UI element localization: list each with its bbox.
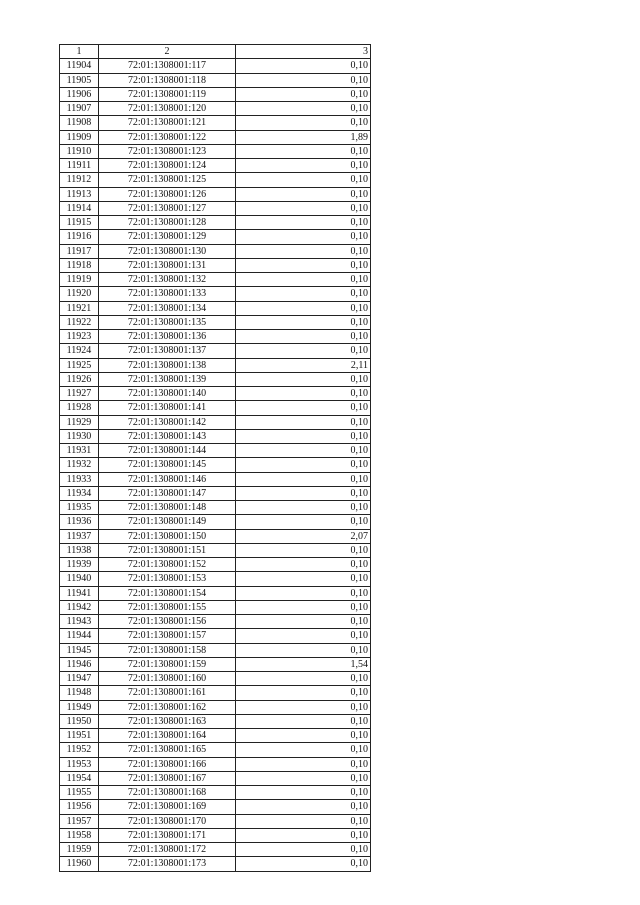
table-row — [60, 786, 371, 800]
table-body — [60, 59, 371, 871]
area-value: 0,10 — [236, 843, 371, 857]
row-number: 11926 — [60, 372, 99, 386]
row-number: 11923 — [60, 330, 99, 344]
table-row — [60, 771, 371, 785]
table-row — [60, 159, 371, 173]
table-row — [60, 130, 371, 144]
row-number: 11957 — [60, 814, 99, 828]
cadastral-number: 72:01:1308001:138 — [99, 358, 236, 372]
area-value: 0,10 — [236, 743, 371, 757]
cadastral-number: 72:01:1308001:163 — [99, 714, 236, 728]
table-row — [60, 73, 371, 87]
cadastral-number: 72:01:1308001:161 — [99, 686, 236, 700]
row-number: 11944 — [60, 629, 99, 643]
row-number: 11934 — [60, 486, 99, 500]
area-value: 0,10 — [236, 586, 371, 600]
cadastral-number: 72:01:1308001:129 — [99, 230, 236, 244]
cadastral-number: 72:01:1308001:169 — [99, 800, 236, 814]
table-row — [60, 401, 371, 415]
area-value: 0,10 — [236, 287, 371, 301]
table-row — [60, 244, 371, 258]
table-row — [60, 330, 371, 344]
table-row — [60, 643, 371, 657]
cadastral-number: 72:01:1308001:165 — [99, 743, 236, 757]
row-number: 11933 — [60, 472, 99, 486]
area-value: 0,10 — [236, 315, 371, 329]
area-value: 0,10 — [236, 344, 371, 358]
cadastral-number: 72:01:1308001:132 — [99, 273, 236, 287]
area-value: 0,10 — [236, 415, 371, 429]
row-number: 11949 — [60, 700, 99, 714]
area-value: 0,10 — [236, 87, 371, 101]
row-number: 11913 — [60, 187, 99, 201]
cadastral-number: 72:01:1308001:145 — [99, 458, 236, 472]
cadastral-number: 72:01:1308001:154 — [99, 586, 236, 600]
row-number: 11953 — [60, 757, 99, 771]
cadastral-number: 72:01:1308001:133 — [99, 287, 236, 301]
area-value: 0,10 — [236, 173, 371, 187]
cadastral-number: 72:01:1308001:126 — [99, 187, 236, 201]
table-row — [60, 700, 371, 714]
table-row — [60, 144, 371, 158]
row-number: 11941 — [60, 586, 99, 600]
area-value: 2,11 — [236, 358, 371, 372]
area-value: 0,10 — [236, 244, 371, 258]
cadastral-number: 72:01:1308001:130 — [99, 244, 236, 258]
table-row — [60, 486, 371, 500]
area-value: 0,10 — [236, 572, 371, 586]
area-value: 0,10 — [236, 159, 371, 173]
table-row — [60, 116, 371, 130]
row-number: 11908 — [60, 116, 99, 130]
row-number: 11920 — [60, 287, 99, 301]
cadastral-number: 72:01:1308001:171 — [99, 828, 236, 842]
area-value: 1,54 — [236, 657, 371, 671]
table-row — [60, 258, 371, 272]
table-row — [60, 857, 371, 871]
cadastral-number: 72:01:1308001:150 — [99, 529, 236, 543]
row-number: 11911 — [60, 159, 99, 173]
cadastral-number: 72:01:1308001:167 — [99, 771, 236, 785]
table-row — [60, 102, 371, 116]
table-row — [60, 757, 371, 771]
area-value: 0,10 — [236, 615, 371, 629]
row-number: 11904 — [60, 59, 99, 73]
table-row — [60, 301, 371, 315]
table-row — [60, 714, 371, 728]
table-row — [60, 729, 371, 743]
row-number: 11946 — [60, 657, 99, 671]
table-row — [60, 187, 371, 201]
cadastral-number: 72:01:1308001:146 — [99, 472, 236, 486]
cadastral-number: 72:01:1308001:151 — [99, 543, 236, 557]
table-row — [60, 615, 371, 629]
area-value: 0,10 — [236, 814, 371, 828]
cadastral-number: 72:01:1308001:124 — [99, 159, 236, 173]
cadastral-number: 72:01:1308001:119 — [99, 87, 236, 101]
row-number: 11915 — [60, 216, 99, 230]
table-row — [60, 429, 371, 443]
row-number: 11930 — [60, 429, 99, 443]
cadastral-table — [59, 44, 371, 872]
row-number: 11916 — [60, 230, 99, 244]
cadastral-number: 72:01:1308001:134 — [99, 301, 236, 315]
table-row — [60, 558, 371, 572]
cadastral-number: 72:01:1308001:173 — [99, 857, 236, 871]
area-value: 0,10 — [236, 116, 371, 130]
row-number: 11940 — [60, 572, 99, 586]
table-row — [60, 672, 371, 686]
area-value: 0,10 — [236, 144, 371, 158]
cadastral-number: 72:01:1308001:123 — [99, 144, 236, 158]
table-row — [60, 173, 371, 187]
area-value: 0,10 — [236, 771, 371, 785]
area-value: 0,10 — [236, 330, 371, 344]
row-number: 11905 — [60, 73, 99, 87]
column-header-2: 2 — [99, 45, 236, 59]
area-value: 0,10 — [236, 472, 371, 486]
row-number: 11910 — [60, 144, 99, 158]
area-value: 0,10 — [236, 273, 371, 287]
row-number: 11928 — [60, 401, 99, 415]
cadastral-number: 72:01:1308001:128 — [99, 216, 236, 230]
area-value: 0,10 — [236, 258, 371, 272]
table-row — [60, 828, 371, 842]
cadastral-number: 72:01:1308001:157 — [99, 629, 236, 643]
area-value: 0,10 — [236, 700, 371, 714]
cadastral-number: 72:01:1308001:168 — [99, 786, 236, 800]
row-number: 11938 — [60, 543, 99, 557]
row-number: 11939 — [60, 558, 99, 572]
area-value: 0,10 — [236, 800, 371, 814]
table-row — [60, 216, 371, 230]
cadastral-number: 72:01:1308001:162 — [99, 700, 236, 714]
row-number: 11932 — [60, 458, 99, 472]
row-number: 11954 — [60, 771, 99, 785]
row-number: 11909 — [60, 130, 99, 144]
area-value: 0,10 — [236, 714, 371, 728]
table-row — [60, 501, 371, 515]
cadastral-number: 72:01:1308001:156 — [99, 615, 236, 629]
area-value: 0,10 — [236, 828, 371, 842]
cadastral-number: 72:01:1308001:131 — [99, 258, 236, 272]
area-value: 0,10 — [236, 857, 371, 871]
table-row — [60, 358, 371, 372]
area-value: 0,10 — [236, 600, 371, 614]
row-number: 11925 — [60, 358, 99, 372]
table-row — [60, 344, 371, 358]
cadastral-number: 72:01:1308001:147 — [99, 486, 236, 500]
row-number: 11947 — [60, 672, 99, 686]
table-row — [60, 686, 371, 700]
table-row — [60, 372, 371, 386]
area-value: 0,10 — [236, 216, 371, 230]
area-value: 0,10 — [236, 73, 371, 87]
row-number: 11955 — [60, 786, 99, 800]
cadastral-number: 72:01:1308001:164 — [99, 729, 236, 743]
row-number: 11929 — [60, 415, 99, 429]
area-value: 0,10 — [236, 401, 371, 415]
table-row — [60, 529, 371, 543]
area-value: 0,10 — [236, 558, 371, 572]
row-number: 11914 — [60, 201, 99, 215]
table-row — [60, 87, 371, 101]
cadastral-number: 72:01:1308001:153 — [99, 572, 236, 586]
row-number: 11952 — [60, 743, 99, 757]
cadastral-number: 72:01:1308001:125 — [99, 173, 236, 187]
area-value: 0,10 — [236, 59, 371, 73]
area-value: 0,10 — [236, 458, 371, 472]
cadastral-number: 72:01:1308001:166 — [99, 757, 236, 771]
table-row — [60, 472, 371, 486]
column-header-3: 3 — [236, 45, 371, 59]
area-value: 0,10 — [236, 372, 371, 386]
cadastral-number: 72:01:1308001:122 — [99, 130, 236, 144]
row-number: 11912 — [60, 173, 99, 187]
row-number: 11918 — [60, 258, 99, 272]
table-row — [60, 273, 371, 287]
table-row — [60, 543, 371, 557]
area-value: 0,10 — [236, 187, 371, 201]
area-value: 2,07 — [236, 529, 371, 543]
row-number: 11951 — [60, 729, 99, 743]
table-row — [60, 586, 371, 600]
cadastral-number: 72:01:1308001:140 — [99, 387, 236, 401]
area-value: 0,10 — [236, 486, 371, 500]
cadastral-number: 72:01:1308001:117 — [99, 59, 236, 73]
row-number: 11945 — [60, 643, 99, 657]
row-number: 11927 — [60, 387, 99, 401]
area-value: 0,10 — [236, 301, 371, 315]
table-row — [60, 743, 371, 757]
cadastral-number: 72:01:1308001:160 — [99, 672, 236, 686]
area-value: 0,10 — [236, 429, 371, 443]
cadastral-number: 72:01:1308001:141 — [99, 401, 236, 415]
table-row — [60, 201, 371, 215]
area-value: 0,10 — [236, 230, 371, 244]
row-number: 11906 — [60, 87, 99, 101]
table-row — [60, 458, 371, 472]
table-row — [60, 315, 371, 329]
row-number: 11950 — [60, 714, 99, 728]
row-number: 11921 — [60, 301, 99, 315]
table-row — [60, 814, 371, 828]
area-value: 0,10 — [236, 686, 371, 700]
cadastral-number: 72:01:1308001:135 — [99, 315, 236, 329]
area-value: 0,10 — [236, 387, 371, 401]
table-row — [60, 843, 371, 857]
column-header-1: 1 — [60, 45, 99, 59]
row-number: 11924 — [60, 344, 99, 358]
cadastral-number: 72:01:1308001:144 — [99, 444, 236, 458]
row-number: 11960 — [60, 857, 99, 871]
table-header — [60, 45, 371, 59]
area-value: 0,10 — [236, 515, 371, 529]
cadastral-number: 72:01:1308001:149 — [99, 515, 236, 529]
cadastral-number: 72:01:1308001:155 — [99, 600, 236, 614]
area-value: 0,10 — [236, 201, 371, 215]
row-number: 11935 — [60, 501, 99, 515]
table-row — [60, 515, 371, 529]
area-value: 0,10 — [236, 643, 371, 657]
table-row — [60, 629, 371, 643]
cadastral-number: 72:01:1308001:120 — [99, 102, 236, 116]
table-row — [60, 387, 371, 401]
area-value: 0,10 — [236, 102, 371, 116]
cadastral-number: 72:01:1308001:172 — [99, 843, 236, 857]
row-number: 11907 — [60, 102, 99, 116]
table-row — [60, 600, 371, 614]
table-row — [60, 657, 371, 671]
cadastral-number: 72:01:1308001:118 — [99, 73, 236, 87]
cadastral-number: 72:01:1308001:158 — [99, 643, 236, 657]
table-row — [60, 230, 371, 244]
table-row — [60, 572, 371, 586]
row-number: 11948 — [60, 686, 99, 700]
cadastral-number: 72:01:1308001:143 — [99, 429, 236, 443]
row-number: 11959 — [60, 843, 99, 857]
row-number: 11958 — [60, 828, 99, 842]
table-row — [60, 444, 371, 458]
row-number: 11922 — [60, 315, 99, 329]
table-row — [60, 59, 371, 73]
cadastral-number: 72:01:1308001:136 — [99, 330, 236, 344]
area-value: 0,10 — [236, 543, 371, 557]
area-value: 0,10 — [236, 501, 371, 515]
row-number: 11942 — [60, 600, 99, 614]
area-value: 0,10 — [236, 444, 371, 458]
table-row — [60, 800, 371, 814]
row-number: 11943 — [60, 615, 99, 629]
area-value: 0,10 — [236, 729, 371, 743]
row-number: 11931 — [60, 444, 99, 458]
cadastral-number: 72:01:1308001:137 — [99, 344, 236, 358]
cadastral-number: 72:01:1308001:142 — [99, 415, 236, 429]
area-value: 0,10 — [236, 786, 371, 800]
area-value: 0,10 — [236, 629, 371, 643]
table-row — [60, 287, 371, 301]
table-row — [60, 415, 371, 429]
area-value: 1,89 — [236, 130, 371, 144]
cadastral-number: 72:01:1308001:121 — [99, 116, 236, 130]
cadastral-number: 72:01:1308001:152 — [99, 558, 236, 572]
row-number: 11917 — [60, 244, 99, 258]
row-number: 11956 — [60, 800, 99, 814]
row-number: 11936 — [60, 515, 99, 529]
cadastral-number: 72:01:1308001:139 — [99, 372, 236, 386]
cadastral-number: 72:01:1308001:170 — [99, 814, 236, 828]
cadastral-number: 72:01:1308001:127 — [99, 201, 236, 215]
area-value: 0,10 — [236, 672, 371, 686]
area-value: 0,10 — [236, 757, 371, 771]
cadastral-number: 72:01:1308001:148 — [99, 501, 236, 515]
cadastral-number: 72:01:1308001:159 — [99, 657, 236, 671]
header-row — [60, 45, 371, 59]
row-number: 11937 — [60, 529, 99, 543]
row-number: 11919 — [60, 273, 99, 287]
